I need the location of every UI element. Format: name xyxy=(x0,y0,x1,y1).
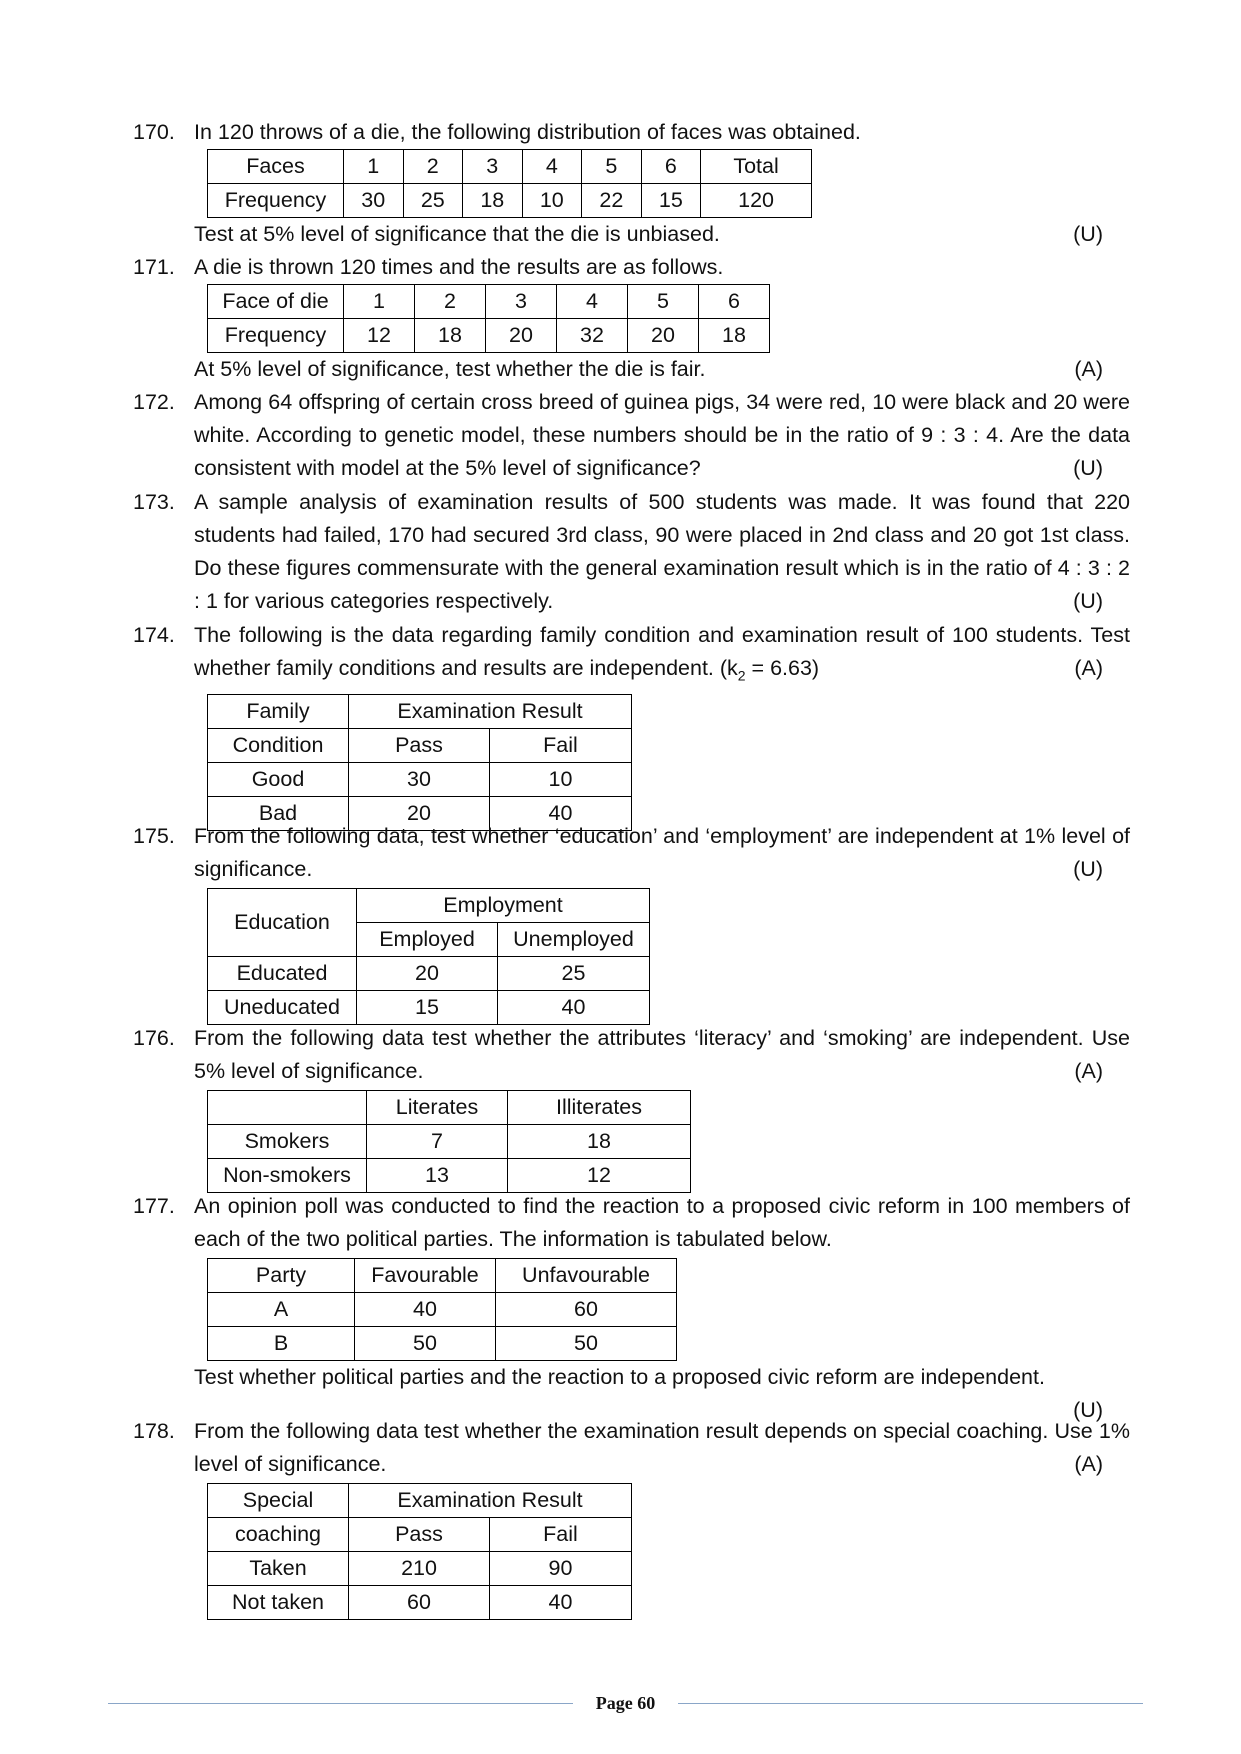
question-174 xyxy=(133,619,1130,831)
question-instruction: Test whether political parties and the reaction to a proposed civic reform are independent. xyxy=(194,1365,1045,1389)
table-cell: 25 xyxy=(403,184,463,218)
difficulty-tag: (U) xyxy=(1073,857,1103,881)
question-instruction-line xyxy=(194,218,1130,251)
table-cell: Uneducated xyxy=(208,991,357,1025)
table-cell: Fail xyxy=(490,1518,632,1552)
question-177 xyxy=(133,1190,1130,1427)
table-cell: Not taken xyxy=(208,1586,349,1620)
question-instruction: At 5% level of significance, test whether the die is fair. xyxy=(194,357,706,381)
table-cell: 2 xyxy=(403,150,463,184)
table-cell: 1 xyxy=(344,285,415,319)
question-text: From the following data test whether the attributes ‘literacy’ and ‘smoking’ are independent. Use 5% level of significance. xyxy=(194,1026,1130,1083)
table-cell: Face of die xyxy=(208,285,344,319)
table-cell: 22 xyxy=(582,184,642,218)
table-cell: B xyxy=(208,1327,355,1361)
question-number: 178. xyxy=(133,1419,175,1443)
question-text: A sample analysis of examination results of 500 students was made. It was found that 220 students had failed, 170 had secured 3rd class, 90 were placed in 2nd class and 20 got 1st class. Do these figures commensurate with the general examination result which is in the ratio of 4 : 3 : 2 : 1 for various categories respectively. xyxy=(194,490,1130,613)
question-number: 174. xyxy=(133,623,175,647)
table-cell: Pass xyxy=(349,729,490,763)
table-cell: 18 xyxy=(463,184,523,218)
question-instruction-line xyxy=(194,353,1130,386)
question-number: 176. xyxy=(133,1026,175,1050)
table-cell: 3 xyxy=(463,150,523,184)
question-text: Among 64 offspring of certain cross breed of guinea pigs, 34 were red, 10 were black and 20 were white. According to genetic model, these numbers should be in the ratio of 9 : 3 : 4. Are the data consistent with model at the 5% level of significance? xyxy=(194,390,1130,480)
table-group-header: Employment xyxy=(357,889,650,923)
question-text: In 120 throws of a die, the following distribution of faces was obtained. xyxy=(194,120,861,144)
table-cell: Employed xyxy=(357,923,498,957)
contingency-table xyxy=(207,1483,632,1620)
table-cell: 2 xyxy=(415,285,486,319)
table-cell: 10 xyxy=(490,763,632,797)
table-cell: 20 xyxy=(628,319,699,353)
table-cell: Unemployed xyxy=(498,923,650,957)
table-group-header: Examination Result xyxy=(349,695,632,729)
table-cell: 6 xyxy=(641,150,701,184)
table-cell: 30 xyxy=(344,184,404,218)
table-cell: 210 xyxy=(349,1552,490,1586)
table-cell: 32 xyxy=(557,319,628,353)
table-cell: 5 xyxy=(628,285,699,319)
table-cell: Frequency xyxy=(208,184,344,218)
table-cell: 25 xyxy=(498,957,650,991)
table-cell: Illiterates xyxy=(508,1091,691,1125)
difficulty-tag: (A) xyxy=(1074,656,1103,680)
table-cell: 40 xyxy=(355,1293,496,1327)
question-text: The following is the data regarding family condition and examination result of 100 students. Test whether family conditions and results are independent. (k xyxy=(194,623,1130,680)
question-178 xyxy=(133,1415,1130,1620)
table-cell: Literates xyxy=(367,1091,508,1125)
contingency-table xyxy=(207,694,632,831)
table-cell: Total xyxy=(701,150,812,184)
question-176 xyxy=(133,1022,1130,1193)
table-cell: Good xyxy=(208,763,349,797)
table-cell: Non-smokers xyxy=(208,1159,367,1193)
question-text: A die is thrown 120 times and the results are as follows. xyxy=(194,255,724,279)
table-cell: 18 xyxy=(415,319,486,353)
table-cell: 18 xyxy=(508,1125,691,1159)
table-cell: 18 xyxy=(699,319,770,353)
table-cell: 15 xyxy=(357,991,498,1025)
contingency-table xyxy=(207,888,650,1025)
question-number: 170. xyxy=(133,120,175,144)
table-cell: Pass xyxy=(349,1518,490,1552)
subscript: 2 xyxy=(737,667,746,684)
table-cell: coaching xyxy=(208,1518,349,1552)
table-cell xyxy=(208,1091,367,1125)
question-175 xyxy=(133,820,1130,1025)
question-170 xyxy=(133,116,1130,251)
table-cell: Party xyxy=(208,1259,355,1293)
table-cell: 60 xyxy=(496,1293,677,1327)
table-cell: 60 xyxy=(349,1586,490,1620)
question-number: 172. xyxy=(133,390,175,414)
table-cell: 20 xyxy=(486,319,557,353)
difficulty-tag: (A) xyxy=(1074,357,1103,381)
table-cell: 90 xyxy=(490,1552,632,1586)
table-cell: Family xyxy=(208,695,349,729)
table-cell: 4 xyxy=(557,285,628,319)
table-cell: 12 xyxy=(344,319,415,353)
frequency-table xyxy=(207,149,812,218)
table-cell: 13 xyxy=(367,1159,508,1193)
table-cell: Faces xyxy=(208,150,344,184)
table-cell: Fail xyxy=(490,729,632,763)
question-text: From the following data, test whether ‘education’ and ‘employment’ are independent at 1% level of significance. xyxy=(194,824,1130,881)
frequency-table xyxy=(207,284,770,353)
question-number: 171. xyxy=(133,255,175,279)
page-footer xyxy=(108,1693,1143,1713)
table-cell: 40 xyxy=(498,991,650,1025)
question-number: 177. xyxy=(133,1194,175,1218)
difficulty-tag: (A) xyxy=(1074,1452,1103,1476)
table-group-header: Examination Result xyxy=(349,1484,632,1518)
table-cell: Education xyxy=(208,889,357,957)
table-cell: 40 xyxy=(490,1586,632,1620)
page-number: Page 60 xyxy=(595,1693,656,1713)
table-cell: Special xyxy=(208,1484,349,1518)
difficulty-tag: (U) xyxy=(1073,589,1103,613)
difficulty-tag: (U) xyxy=(1073,1398,1103,1422)
question-text-end: = 6.63) xyxy=(745,656,820,680)
table-cell: Taken xyxy=(208,1552,349,1586)
table-cell: Favourable xyxy=(355,1259,496,1293)
table-cell: 30 xyxy=(349,763,490,797)
table-cell: Smokers xyxy=(208,1125,367,1159)
question-number: 173. xyxy=(133,490,175,514)
question-instruction: Test at 5% level of significance that the die is unbiased. xyxy=(194,222,720,246)
table-cell: 6 xyxy=(699,285,770,319)
table-cell: Bad xyxy=(208,797,349,831)
difficulty-tag: (A) xyxy=(1074,1059,1103,1083)
difficulty-tag: (U) xyxy=(1073,222,1103,246)
table-cell: 5 xyxy=(582,150,642,184)
table-cell: 20 xyxy=(357,957,498,991)
question-172 xyxy=(133,386,1130,485)
table-cell: 1 xyxy=(344,150,404,184)
table-cell: 15 xyxy=(641,184,701,218)
table-cell: 50 xyxy=(496,1327,677,1361)
table-cell: 12 xyxy=(508,1159,691,1193)
table-cell: Educated xyxy=(208,957,357,991)
question-text: From the following data test whether the examination result depends on special coaching. Use 1% level of significance. xyxy=(194,1419,1130,1476)
table-cell: 40 xyxy=(490,797,632,831)
question-text: An opinion poll was conducted to find the reaction to a proposed civic reform in 100 members of each of the two political parties. The information is tabulated below. xyxy=(194,1194,1130,1251)
question-171 xyxy=(133,251,1130,386)
question-173 xyxy=(133,486,1130,618)
table-cell: Condition xyxy=(208,729,349,763)
contingency-table xyxy=(207,1090,691,1193)
difficulty-tag: (U) xyxy=(1073,456,1103,480)
contingency-table xyxy=(207,1258,677,1361)
table-cell: A xyxy=(208,1293,355,1327)
table-cell: 10 xyxy=(522,184,582,218)
table-cell: 3 xyxy=(486,285,557,319)
table-cell: 20 xyxy=(349,797,490,831)
table-cell: Frequency xyxy=(208,319,344,353)
question-number: 175. xyxy=(133,824,175,848)
table-cell: 50 xyxy=(355,1327,496,1361)
table-cell: 4 xyxy=(522,150,582,184)
table-cell: 120 xyxy=(701,184,812,218)
table-cell: Unfavourable xyxy=(496,1259,677,1293)
table-cell: 7 xyxy=(367,1125,508,1159)
